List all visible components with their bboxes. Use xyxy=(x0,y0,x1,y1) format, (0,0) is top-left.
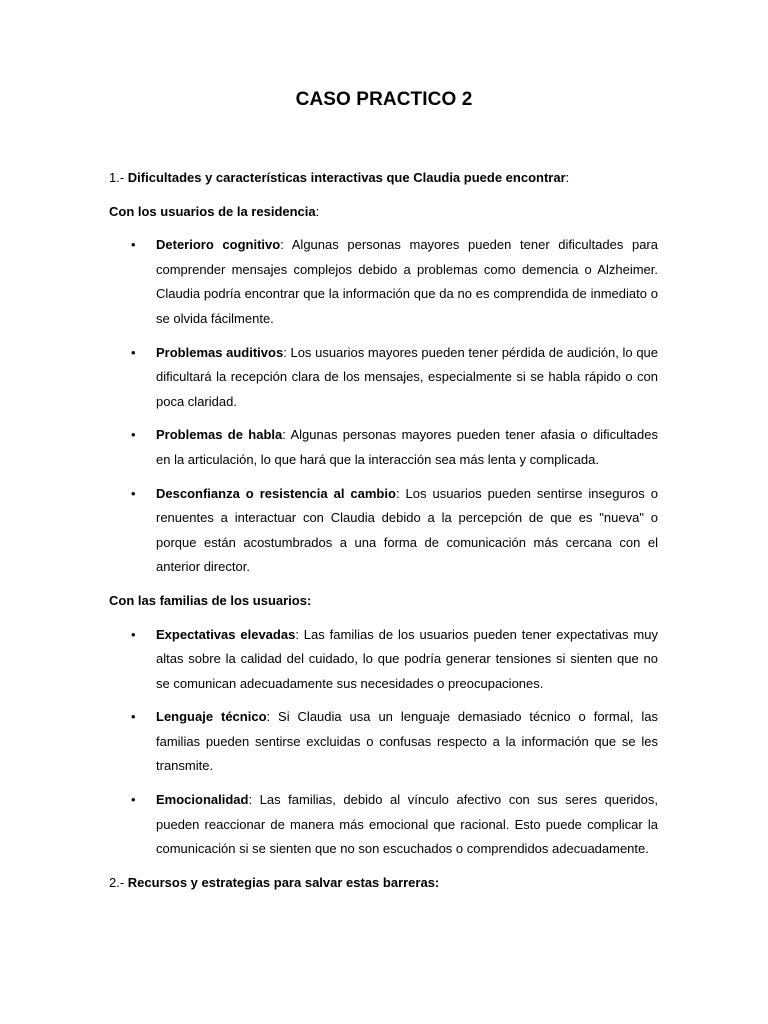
list-item xyxy=(109,482,658,580)
question-1-label: Dificultades y características interactivas que Claudia puede encontrar xyxy=(127,170,566,185)
list-item xyxy=(109,623,658,697)
families-list xyxy=(109,623,658,862)
item-term: Expectativas elevadas xyxy=(156,626,296,642)
bullet-icon: • xyxy=(131,626,136,642)
item-text: : Las familias de los usuarios pueden tener expectativas muy altas sobre la calidad del cuidado, lo que podría generar tensiones si sienten que no se comunican adecuadamente sus necesidades o preocupaciones. xyxy=(156,626,658,691)
residents-list xyxy=(109,233,658,580)
section-heading-residents xyxy=(109,200,658,225)
bullet-icon: • xyxy=(131,237,136,253)
list-item xyxy=(109,233,658,331)
document-title: CASO PRACTICO 2 xyxy=(295,89,473,110)
item-text: : Los usuarios pueden sentirse inseguros o renuentes a interactuar con Claudia debido a la percepción de que es "nueva" o porque están acostumbrados a una forma de comunicación más cercana con el anterior director. xyxy=(156,485,658,575)
bullet-icon: • xyxy=(131,792,136,808)
item-term: Problemas de habla xyxy=(156,427,283,443)
bullet-icon: • xyxy=(131,427,136,443)
question-1-suffix: : xyxy=(565,170,570,185)
section-heading-families xyxy=(109,589,658,614)
item-text: : Algunas personas mayores pueden tener afasia o dificultades en la articulación, lo que hará que la interacción sea más lenta y complicada. xyxy=(156,427,658,467)
list-item xyxy=(109,341,658,415)
document-body xyxy=(109,166,658,895)
list-item xyxy=(109,705,658,779)
list-item xyxy=(109,788,658,862)
list-item xyxy=(109,423,658,472)
question-2-number: 2.- xyxy=(109,874,128,890)
bullet-icon: • xyxy=(131,344,136,360)
item-term: Desconfianza o resistencia al cambio xyxy=(156,485,396,501)
item-text: : Si Claudia usa un lenguaje demasiado técnico o formal, las familias pueden sentirse excluidas o confusas respecto a la información que se les transmite. xyxy=(156,709,658,774)
question-2-label: Recursos y estrategias para salvar estas barreras: xyxy=(127,874,440,890)
item-text: : Las familias, debido al vínculo afectivo con sus seres queridos, pueden reaccionar de manera más emocional que racional. Esto puede complicar la comunicación si se sienten que no son escuchados o comprendidos adecuadamente. xyxy=(156,792,658,857)
section-residents-label: Con los usuarios de la residencia xyxy=(109,203,316,219)
section-families-label: Con las familias de los usuarios: xyxy=(109,592,312,608)
question-2 xyxy=(109,871,658,896)
section-residents-suffix: : xyxy=(315,203,320,219)
bullet-icon: • xyxy=(131,485,136,501)
item-text: : Los usuarios mayores pueden tener pérdida de audición, lo que dificultará la recepción clara de los mensajes, especialmente si se habla rápido o con poca claridad. xyxy=(156,344,659,409)
item-term: Emocionalidad xyxy=(156,792,249,808)
item-term: Lenguaje técnico xyxy=(156,709,267,725)
item-text: : Algunas personas mayores pueden tener dificultades para comprender mensajes complejos debido a problemas como demencia o Alzheimer. Claudia podría encontrar que la información que da no es comprendida de inmediato o se olvida fácilmente. xyxy=(156,237,658,326)
item-term: Problemas auditivos xyxy=(156,344,284,360)
question-1-number: 1.- xyxy=(109,170,128,185)
bullet-icon: • xyxy=(131,709,136,725)
question-1 xyxy=(109,166,658,191)
item-term: Deterioro cognitivo xyxy=(156,237,281,253)
